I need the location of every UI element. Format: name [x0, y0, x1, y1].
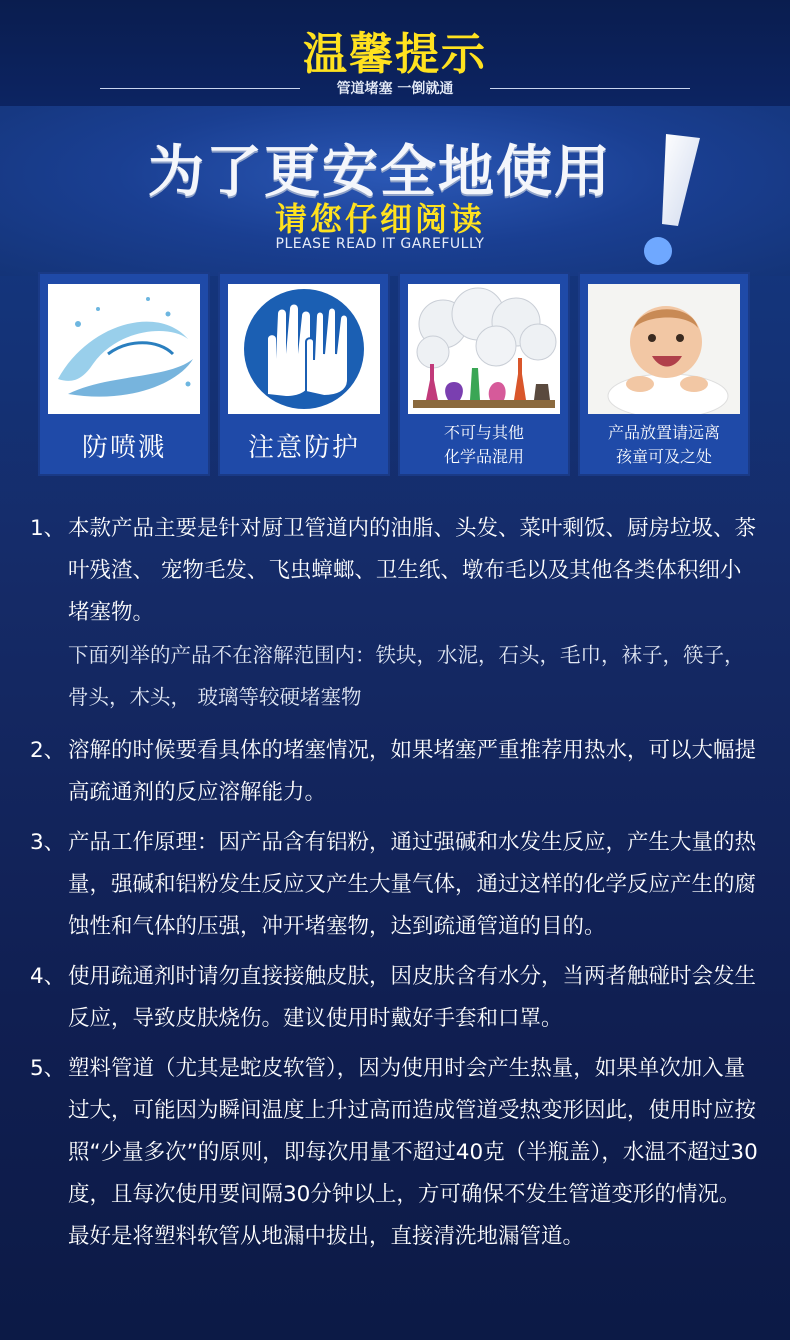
hero-section — [0, 106, 790, 276]
card-anti-splash — [38, 272, 210, 476]
card-no-mixing — [398, 272, 570, 476]
item-text: 溶解的时候要看具体的堵塞情况，如果堵塞严重推荐用热水，可以大幅提高疏通剂的反应溶解能力。 — [68, 738, 757, 805]
card-label-wrap — [400, 416, 568, 474]
baby-image — [588, 284, 740, 414]
item-number: 1、 — [30, 516, 66, 541]
instruction-item — [30, 508, 760, 634]
card-label-wrap — [580, 416, 748, 474]
hero-subheading: 请您仔细阅读 — [274, 200, 485, 238]
water-splash-icon — [48, 284, 200, 414]
subtitle-divider-right — [490, 88, 690, 89]
exclamation-icon — [628, 126, 708, 266]
card-label-line: 不可与其他 — [443, 423, 524, 442]
page-title: 温馨提示 — [303, 29, 487, 80]
card-label-wrap — [40, 416, 208, 474]
card-label-line: 产品放置请远离 — [607, 423, 720, 442]
card-keep-from-children — [578, 272, 750, 476]
header-banner — [0, 0, 790, 106]
gloves-image — [228, 284, 380, 414]
card-label — [414, 421, 554, 469]
item-text: 产品工作原理：因产品含有铝粉，通过强碱和水发生反应，产生大量的热量，强碱和铝粉发生反应又产生大量气体，通过这样的化学反应产生的腐蚀性和气体的压强，冲开堵塞物，达到疏通管道的目的。 — [68, 830, 757, 939]
baby-icon — [588, 284, 740, 414]
chemical-flasks-icon — [408, 284, 560, 414]
card-label-line: 化学品混用 — [443, 447, 524, 466]
chemical-flasks-image — [408, 284, 560, 414]
item-number: 2、 — [30, 738, 66, 763]
instruction-item — [30, 1048, 760, 1258]
item-number: 3、 — [30, 830, 66, 855]
hero-english-caption: PLEASE READ IT GAREFULLY — [275, 236, 485, 252]
item-text: 塑料管道（尤其是蛇皮软管），因为使用时会产生热量，如果单次加入量过大，可能因为瞬间温度上升过高而造成管道受热变形因此，使用时应按照“少量多次”的原则，即每次用量不超过40克（半瓶盖），水温不超过30度，且每次使用要间隔30分钟以上，方可确保不发生管道变形的情况。最好是将塑料软管从地漏中拔出，直接清洗地漏管道。 — [68, 1056, 758, 1249]
card-protection — [218, 272, 390, 476]
item-note: 下面列举的产品不在溶解范围内：铁块，水泥，石头，毛巾，袜子，筷子，骨头，木头， 玻璃等较硬堵塞物 — [68, 643, 745, 709]
water-splash-image — [48, 284, 200, 414]
item-number: 5、 — [30, 1056, 66, 1081]
card-label — [594, 421, 734, 469]
card-label-wrap — [220, 416, 388, 474]
instruction-item — [30, 730, 760, 814]
warning-cards — [38, 272, 752, 478]
card-label: 注意防护 — [247, 432, 360, 463]
item-text: 本款产品主要是针对厨卫管道内的油脂、头发、菜叶剩饭、厨房垃圾、茶叶残渣、 宠物毛发、飞虫蟑螂、卫生纸、墩布毛以及其他各类体积细小堵塞物。 — [68, 516, 757, 625]
instruction-item — [30, 956, 760, 1040]
gloves-icon — [228, 284, 380, 414]
item-number: 4、 — [30, 964, 66, 989]
page-subtitle: 管道堵塞 一倒就通 — [336, 81, 454, 97]
subtitle-row — [0, 78, 790, 98]
hero-heading: 为了更安全地使用 — [148, 140, 612, 205]
card-label-line: 孩童可及之处 — [615, 447, 712, 466]
instruction-item — [30, 822, 760, 948]
card-label: 防喷溅 — [81, 432, 166, 463]
item-text: 使用疏通剂时请勿直接接触皮肤，因皮肤含有水分，当两者触碰时会发生反应，导致皮肤烧伤。建议使用时戴好手套和口罩。 — [68, 964, 757, 1031]
instructions-list — [30, 508, 760, 1258]
